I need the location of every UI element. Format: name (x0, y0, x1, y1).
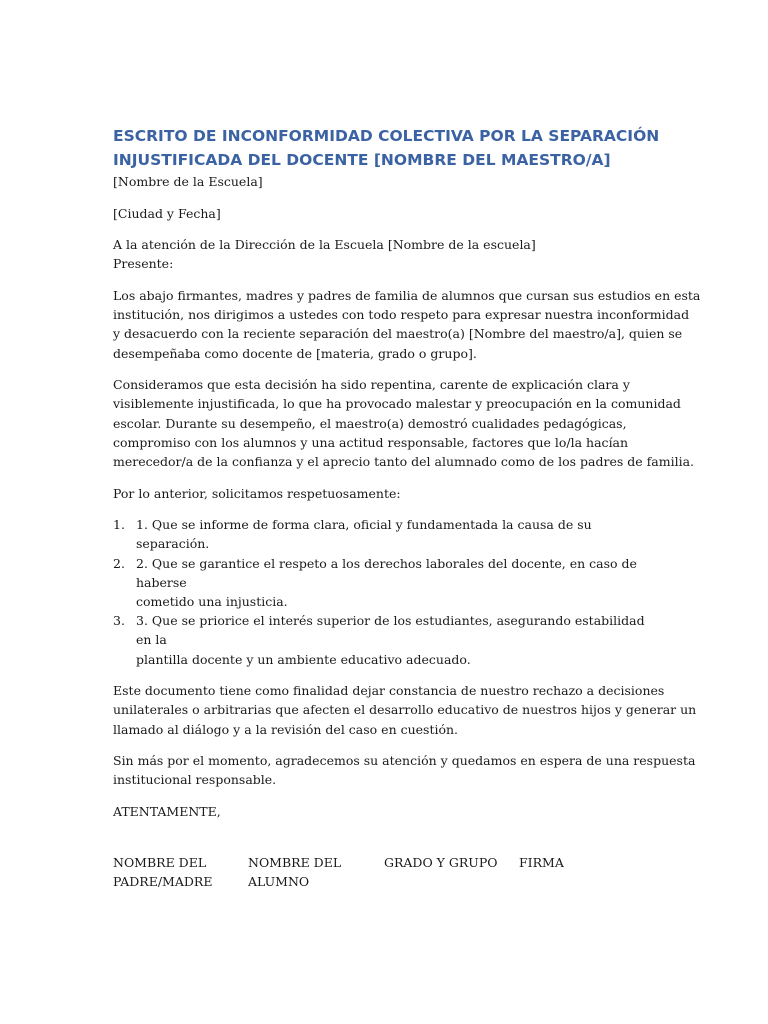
header-line: NOMBRE DEL (113, 854, 207, 870)
column-header-parent-name (113, 853, 248, 891)
list-item-line: plantilla docente y un ambiente educativo adecuado. (136, 651, 471, 667)
list-item-line: 3. Que se priorice el interés superior de los estudiantes, asegurando estabilidad en la (136, 613, 645, 648)
header-line: PADRE/MADRE (113, 874, 213, 889)
paragraph-line: Los abajo firmantes, madres y padres de familia de alumnos que cursan sus estudios en esta (113, 287, 701, 303)
list-item (113, 515, 653, 553)
addressee-presente: Presente: (113, 256, 174, 272)
paragraph-line: desempeñaba como docente de [materia, grado o grupo]. (113, 345, 477, 361)
paragraph-line: merecedor/a de la confianza y el aprecio tanto del alumnado como de los padres de familia. (113, 454, 694, 469)
column-header-signature (519, 853, 653, 891)
paragraph-line: llamado al diálogo y a la revisión del caso en cuestión. (113, 721, 459, 737)
list-item-line: cometido una injusticia. (136, 594, 288, 609)
list-item-line: 2. Que se garantice el respeto a los derechos laborales del docente, en caso de haberse (136, 555, 637, 590)
list-number: 1. (113, 517, 125, 533)
header-line: NOMBRE DEL (248, 854, 342, 870)
paragraph-line: institucional responsable. (113, 772, 277, 788)
list-number: 3. (113, 613, 125, 629)
list-item-line: 1. Que se informe de forma clara, oficial y fundamentada la causa de su separación. (136, 517, 592, 552)
city-date: [Ciudad y Fecha] (113, 205, 221, 221)
header-line: FIRMA (519, 854, 564, 870)
document-body (113, 124, 701, 891)
title-line-1: ESCRITO DE INCONFORMIDAD COLECTIVA POR LA SEPARACIÓN (113, 127, 660, 145)
paragraph-line: Consideramos que esta decisión ha sido repentina, carente de explicación clara y (113, 377, 630, 393)
list-number: 2. (113, 555, 125, 571)
column-header-student-name (248, 853, 384, 891)
paragraph-intro (113, 286, 701, 363)
school-name: [Nombre de la Escuela] (113, 174, 263, 189)
list-item (113, 554, 653, 612)
paragraph-line: compromiso con los alumnos y una actitud responsable, factores que lo/la hacían (113, 434, 629, 450)
document-title (113, 124, 660, 172)
signature-table (113, 853, 653, 891)
title-line-2: INJUSTIFICADA DEL DOCENTE [NOMBRE DEL MAESTRO/A] (113, 151, 611, 169)
list-item (113, 611, 653, 669)
closing-salutation: ATENTAMENTE, (113, 804, 221, 819)
paragraph-line: Sin más por el momento, agradecemos su atención y quedamos en espera de una respuesta (113, 753, 696, 769)
request-list (113, 515, 653, 669)
paragraph-purpose (113, 681, 697, 739)
paragraph-line: unilaterales o arbitrarias que afecten el desarrollo educativo de nuestros hijos y generar un (113, 702, 697, 718)
paragraph-line: y desacuerdo con la reciente separación del maestro(a) [Nombre del maestro/a], quien se (113, 326, 683, 342)
paragraph-line: escolar. Durante su desempeño, el maestro(a) demostró cualidades pedagógicas, (113, 415, 627, 431)
header-line: ALUMNO (248, 874, 310, 889)
paragraph-line: visiblemente injustificada, lo que ha provocado malestar y preocupación en la comunidad (113, 396, 681, 412)
header-line: GRADO Y GRUPO (384, 854, 498, 870)
paragraph-line: institución, nos dirigimos a ustedes con todo respeto para expresar nuestra inconformidad (113, 307, 690, 323)
column-header-grade-group (384, 853, 519, 891)
signature-header-row (113, 853, 653, 891)
paragraph-line: Este documento tiene como finalidad dejar constancia de nuestro rechazo a decisiones (113, 683, 665, 699)
addressee-block (113, 235, 653, 273)
paragraph-reasons (113, 375, 694, 471)
addressee-line: A la atención de la Dirección de la Escuela [Nombre de la escuela] (113, 237, 536, 253)
request-intro: Por lo anterior, solicitamos respetuosamente: (113, 485, 401, 501)
paragraph-closing (113, 751, 696, 789)
